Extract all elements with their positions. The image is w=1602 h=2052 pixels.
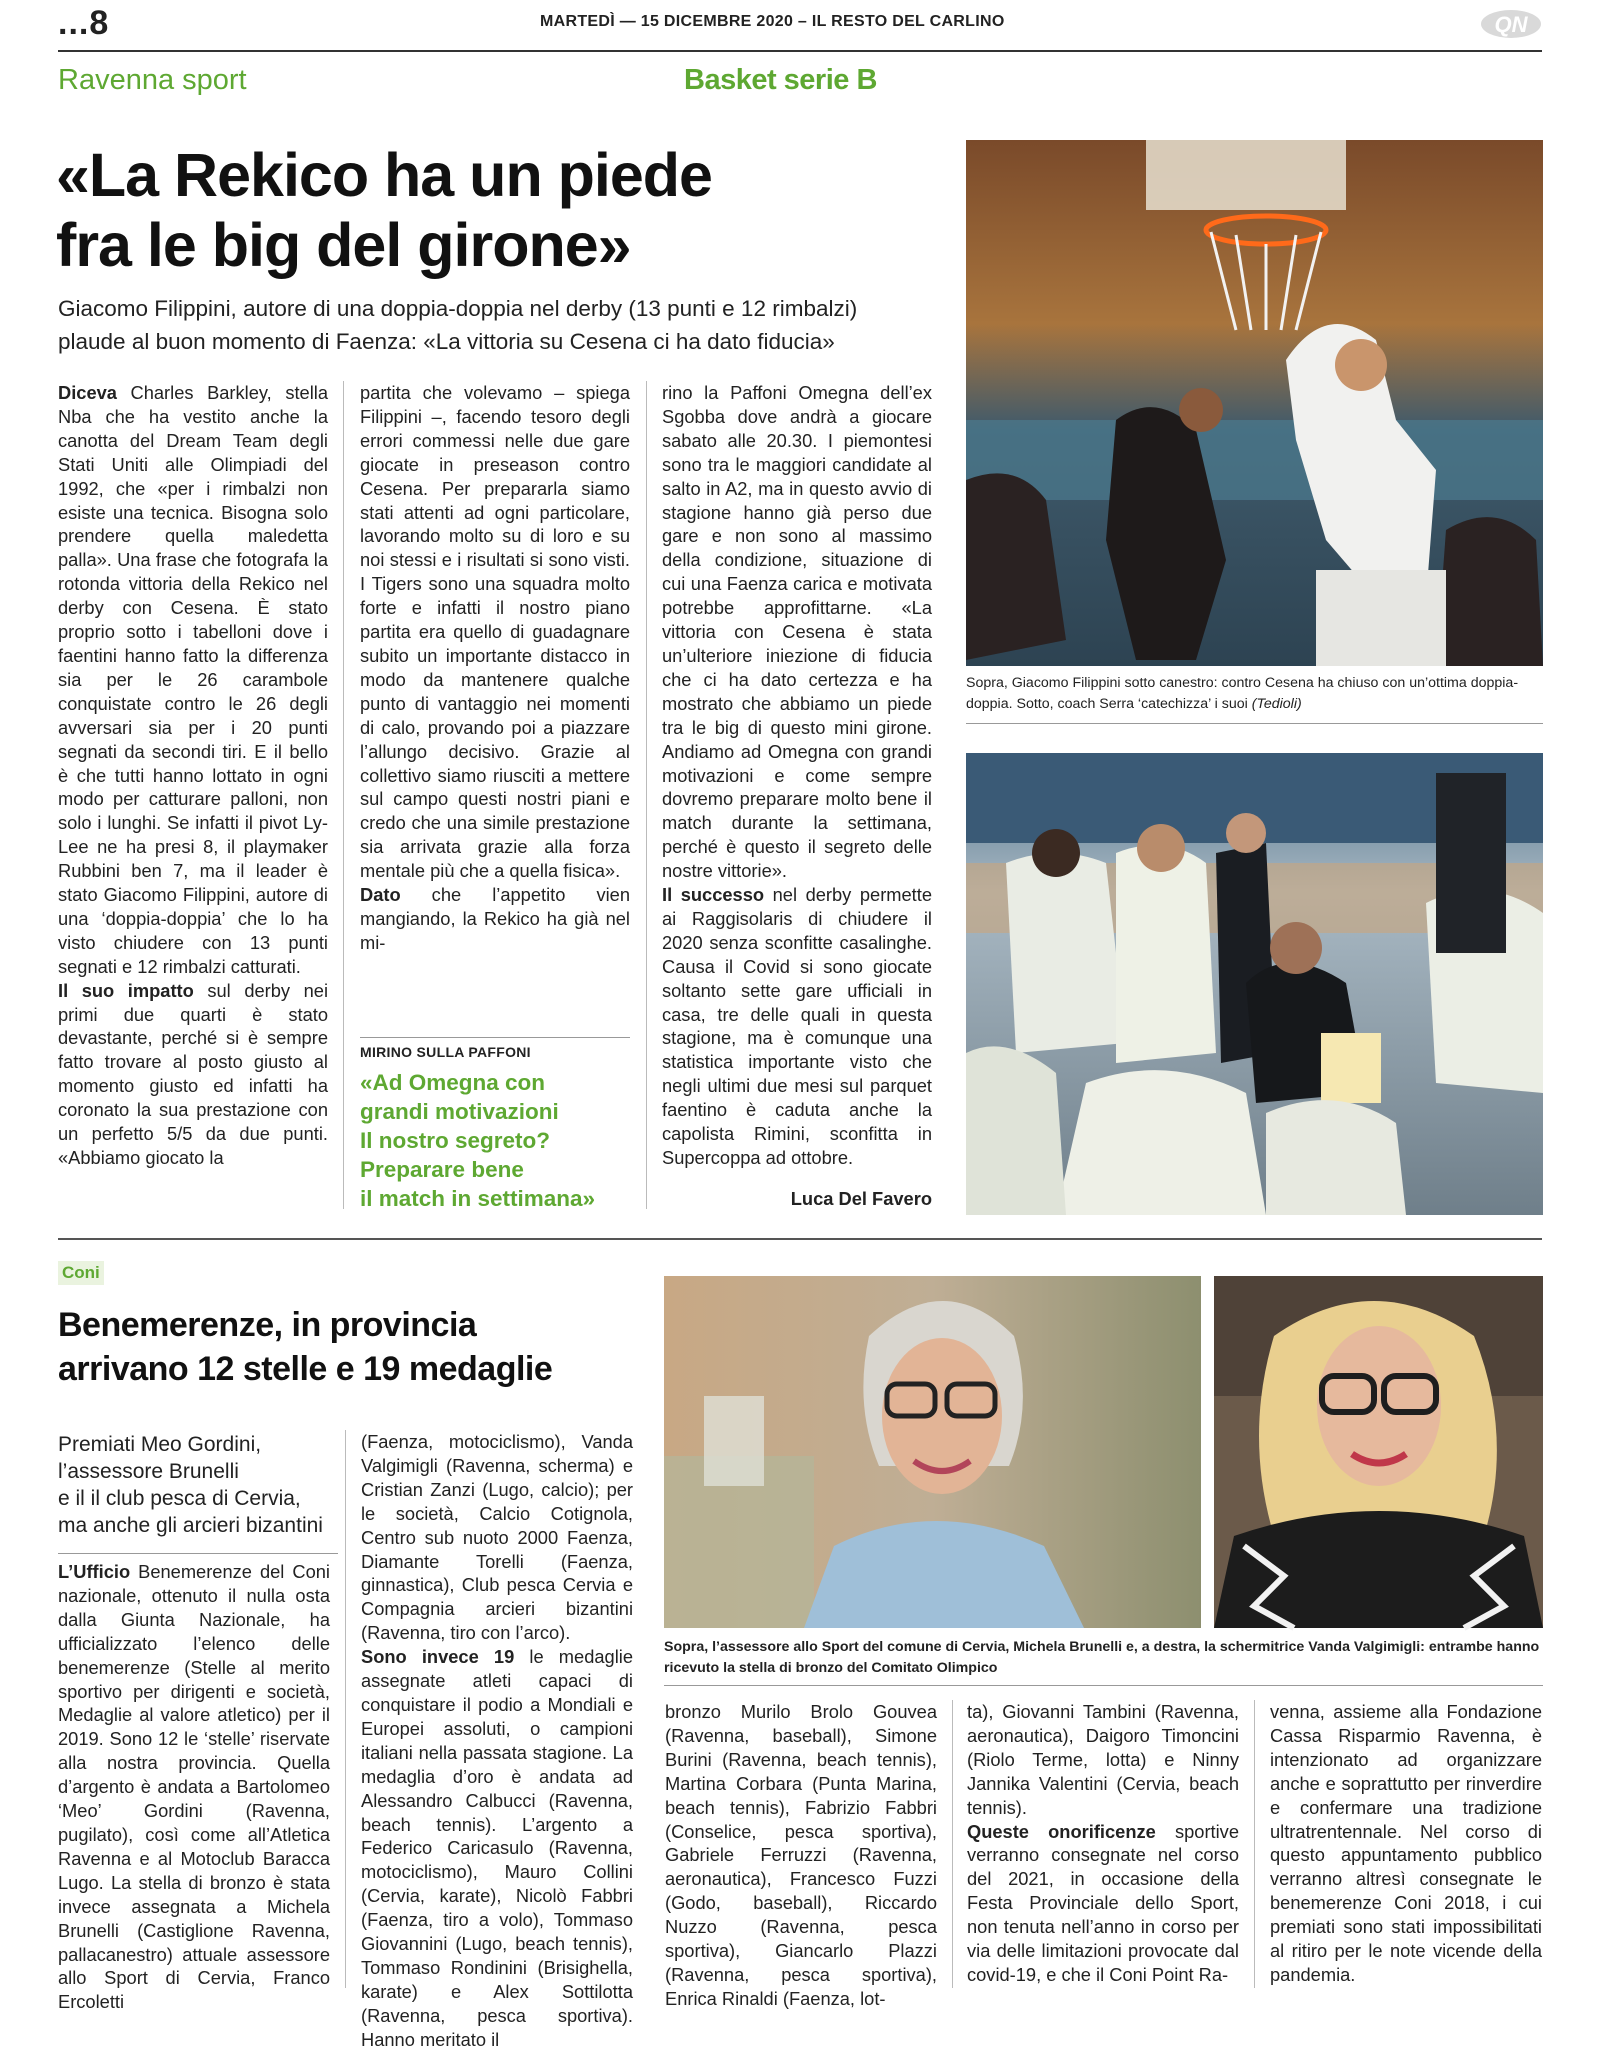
article1-col2-text2: che l’appetito vien mangiando, la Rekico ha già nel mi- <box>360 884 630 953</box>
svg-text:QN: QN <box>1494 12 1528 37</box>
pull-quote-line4: Preparare bene <box>360 1157 524 1182</box>
article2-headline <box>58 1303 678 1391</box>
team-huddle-photo <box>966 753 1543 1215</box>
article1-column-2 <box>360 381 630 1041</box>
pull-quote <box>360 1068 640 1213</box>
article1-caption-credit: (Tedioli) <box>1251 696 1302 712</box>
vanda-valgimigli-photo <box>1214 1276 1543 1628</box>
article1-column-1 <box>58 381 328 1209</box>
article1-byline: Luca Del Favero <box>790 1188 932 1209</box>
section-label: Ravenna sport <box>58 64 247 96</box>
article1-col2-lead2: Dato <box>360 884 401 906</box>
article2-subhead-line2: l’assessore Brunelli <box>58 1460 239 1483</box>
basketball-dunk-photo <box>966 140 1543 666</box>
article2-photo-caption: Sopra, l’assessore allo Sport del comune di Cervia, Michela Brunelli e, a destra, la schermitrice Vanda Valgimigli: entrambe hanno ricevuto la stella di bronzo del Comitato Olimpico <box>664 1639 1540 1676</box>
article2-headline-line2: arrivano 12 stelle e 19 medaglie <box>58 1350 553 1388</box>
article1-headline-line2: fra le big del girone» <box>56 211 631 279</box>
article2-col2-text2: le medaglie assegnate atleti capaci di conquistare il podio a Mondiali e Europei assoluti, o campioni italiani nella passata stagione. La medaglia d’oro è andata ad Alessandro Calbucci (Ravenna, beach tennis). L’argento a Federico Caricasulo (Ravenna, motociclismo), Mauro Collini (Cervia, karate), Nicolò Fabbri (Faenza, tiro a volo), Tommaso Giovannini (Lugo, beach tennis), Tommaso Rondinini (Brisighella, karate) e Alex Sottilotta (Ravenna, pesca sportiva). Hanno meritato il <box>361 1646 633 2050</box>
article2-col4-lead2: Queste onorificenze <box>967 1820 1156 1842</box>
article2-headline-line1: Benemerenze, in provincia <box>58 1306 477 1344</box>
article2-subhead <box>58 1431 348 1539</box>
article2-col1-lead: L’Ufficio <box>58 1561 131 1582</box>
article1-col2-text1: partita che volevamo – spiega Filippini –, facendo tesoro degli errori commessi nelle due gare giocate in preseason contro Cesena. Per prepararla siamo stati attenti ad ogni particolare, lavorando molto su di loro e su noi stessi e i risultati si sono visti. I Tigers sono una squadra molto forte e infatti il nostro piano partita era quello di guadagnare subito un importante distacco in modo da mantenere qualche punto di vantaggio nei momenti di calo, provando poi a piazzare l’allungo decisivo. Grazie al collettivo siamo riusciti a mettere sul campo questi nostri piani e credo che una simile prestazione sia arrivata grazie alla forza mentale più che a quella fisica». <box>360 382 630 882</box>
article2-subhead-line4: ma anche gli arcieri bizantini <box>58 1514 323 1537</box>
article2-col5-text: venna, assieme alla Fondazione Cassa Risparmio Ravenna, è intenzionato ad organizzare anche e soprattutto per rinverdire e confermare una tradizione ultratrentennale. Nel corso di questo appuntamento pubblico verranno altresì consegnate le benemerenze Coni 2018, i cui premiati sono stati impossibilitati al ritiro per le note vicende della pandemia. <box>1270 1701 1542 1985</box>
pull-quote-line1: «Ad Omegna con <box>360 1070 546 1095</box>
article1-subhead-line1: Giacomo Filippini, autore di una doppia-doppia nel derby (13 punti e 12 rimbalzi) <box>58 296 858 321</box>
header-rule <box>58 50 1542 52</box>
article1-headline <box>56 140 956 280</box>
article2-column-3 <box>665 1700 937 2009</box>
page-number-prefix: ... <box>58 4 90 42</box>
page-number <box>58 4 109 43</box>
article2-col4-text1: ta), Giovanni Tambini (Ravenna, aeronautica), Daigoro Timoncini (Riolo Terme, lotta) e Ninny Jannika Valentini (Cervia, beach tennis). <box>967 1701 1239 1818</box>
quote-top-rule <box>360 1037 630 1038</box>
michela-brunelli-photo <box>664 1276 1201 1628</box>
article2-col1-text: Benemerenze del Coni nazionale, ottenuto il nulla osta dalla Giunta Nazionale, ha ufficializzato l’elenco delle benemerenze (Stelle al merito sportivo per dirigenti e società, Medaglie al valore atletico) per il 2019. Sono 12 le ‘stelle’ riservate alla nostra provincia. Quella d’argento è andata a Bartolomeo ‘Meo’ Gordini (Ravenna, pugilato), così come all’Atletica Ravenna e al Motoclub Baracca Lugo. La stella di bronzo è stata invece assegnata a Michela Brunelli (Castiglione Ravenna, pallacanestro) attuale assessore allo Sport di Cervia, Franco Ercoletti <box>58 1561 330 2013</box>
article1-col3-lead2: Il successo <box>662 884 765 906</box>
article1-caption-text: Sopra, Giacomo Filippini sotto canestro: contro Cesena ha chiuso con un’ottima doppia-doppia. Sotto, coach Serra ‘catechizza’ i suoi <box>966 675 1519 712</box>
article1-column-divider-1 <box>343 381 344 1209</box>
article2-subhead-line3: e il il club pesca di Cervia, <box>58 1487 301 1510</box>
page-number-value: 8 <box>89 4 110 42</box>
article1-column-divider-2 <box>646 381 647 1209</box>
topic-label: Basket serie B <box>684 64 877 96</box>
article1-col3-text2: nel derby permette ai Raggisolaris di chiudere il 2020 senza sconfitte casalinghe. Causa il Covid si sono giocate soltanto sette gare ufficiali in casa, tre delle quali in questa stagione, ma è comunque una statistica importante visto che negli ultimi due mesi sul parquet faentino è caduta anche la capolista Rimini, sconfitta in Supercoppa ad ottobre. <box>662 884 932 1168</box>
caption-rule <box>966 723 1543 724</box>
article2-col2-lead2: Sono invece 19 <box>361 1646 515 1668</box>
article2-column-divider-3 <box>952 1700 953 1988</box>
article1-col3-text1: rino la Paffoni Omegna dell’ex Sgobba dove andrà a giocare sabato alle 20.30. I piemontesi sono tra le maggiori candidate al salto in A2, ma in questo avvio di stagione hanno già perso due gare e non sono al massimo della condizione, situazione di cui una Faenza carica e motivata potrebbe approfittarne. «La vittoria con Cesena è stata un’ulteriore iniezione di fiducia che ci ha dato certezza e ha mostrato che abbiamo un piede tra le big di questo mini girone. Andiamo ad Omegna con grandi motivazioni e come sempre dovremo preparare molto bene il match durante la settimana, perché è questo il segreto delle nostre vittorie». <box>662 382 932 882</box>
article1-col1-text1: Charles Barkley, stella Nba che ha vestito anche la canotta del Dream Team degli Stati Uniti alle Olimpiadi del 1992, che «per i rimbalzi non esiste una tecnica. Bisogna solo prendere quella maledetta palla». Una frase che fotografa la rotonda vittoria della Rekico nel derby con Cesena. È stato proprio sotto i tabelloni dove i faentini hanno fatto la differenza sia per le 26 carambole conquistate contro le 26 degli avversari sia per i 20 punti segnati da secondi tiri. E il bello è che tutti hanno lottato in ogni modo per catturare palloni, non solo i lunghi. Se infatti il pivot Ly-Lee ne ha presi 8, il playmaker Rubbini ben 7, ma il leader è stato Giacomo Filippini, autore di una ‘doppia-doppia’ che lo ha visto chiudere con 13 punti segnati e 12 rimbalzi catturati. <box>58 382 328 977</box>
article2-col2-text1: (Faenza, motociclismo), Vanda Valgimigli (Ravenna, scherma) e Cristian Zanzi (Lugo, calcio); per le società, Calcio Cotignola, Centro sub nuoto 2000 Faenza, Diamante Torelli (Faenza, ginnastica), Club pesca Cervia e Compagnia arcieri bizantini (Ravenna, tiro con l’arco). <box>361 1431 633 1644</box>
article1-photo-caption <box>966 673 1543 715</box>
article1-col1-text2: sul derby nei primi due quarti è stato devastante, perché si è sempre fatto trovare al posto giusto al momento giusto ed infatti ha coronato la sua prestazione con un perfetto 5/5 da due punti. «Abbiamo giocato la <box>58 979 329 1168</box>
article1-column-3 <box>662 381 932 1189</box>
article2-column-2 <box>361 1430 633 2050</box>
article2-col4-text2: sportive verranno consegnate nel corso del 2021, in occasione della Festa Provinciale dello Sport, non tenuta nell’anno in corso per via delle limitazioni provocate dal covid-19, e che il Coni Point Ra- <box>967 1820 1239 1985</box>
article2-kicker: Coni <box>58 1261 104 1285</box>
pull-quote-line5: il match in settimana» <box>360 1186 596 1211</box>
article1-headline-line1: «La Rekico ha un piede <box>56 141 712 209</box>
article2-subhead-line1: Premiati Meo Gordini, <box>58 1433 262 1456</box>
date-line: MARTEDÌ — 15 DICEMBRE 2020 – IL RESTO DEL CARLINO <box>540 13 1005 30</box>
article1-subhead-line2: plaude al buon momento di Faenza: «La vittoria su Cesena ci ha dato fiducia» <box>58 329 835 354</box>
article-separator <box>58 1238 1542 1240</box>
article2-column-4 <box>967 1700 1239 1988</box>
article2-column-divider-1 <box>345 1430 346 1988</box>
article1-col1-lead2: Il suo impatto <box>58 979 194 1001</box>
article2-column-1 <box>58 1560 330 2013</box>
pull-quote-line2: grandi motivazioni <box>360 1099 559 1124</box>
article2-col3-text: bronzo Murilo Brolo Gouvea (Ravenna, baseball), Simone Burini (Ravenna, beach tennis), Martina Corbara (Punta Marina, beach tennis), Fabrizio Fabbri (Conselice, pesca sportiva), Gabriele Ferruzzi (Ravenna, aeronautica), Francesco Fuzzi (Godo, baseball), Riccardo Nuzzo (Ravenna, pesca sportiva), Giancarlo Plazzi (Ravenna, pesca sportiva), Enrica Rinaldi (Faenza, lot- <box>665 1701 937 2009</box>
article2-column-divider-4 <box>1254 1700 1255 1988</box>
article1-col1-lead: Diceva <box>58 382 117 403</box>
pull-quote-kicker: MIRINO SULLA PAFFONI <box>360 1044 531 1060</box>
article1-subhead <box>58 292 958 358</box>
qn-logo <box>1480 8 1542 40</box>
pull-quote-line3: Il nostro segreto? <box>360 1128 551 1153</box>
qn-logo-icon <box>1480 8 1542 40</box>
article2-column-5 <box>1270 1700 1542 1988</box>
article2-caption-rule <box>664 1685 1543 1686</box>
article2-subhead-rule <box>58 1553 338 1554</box>
